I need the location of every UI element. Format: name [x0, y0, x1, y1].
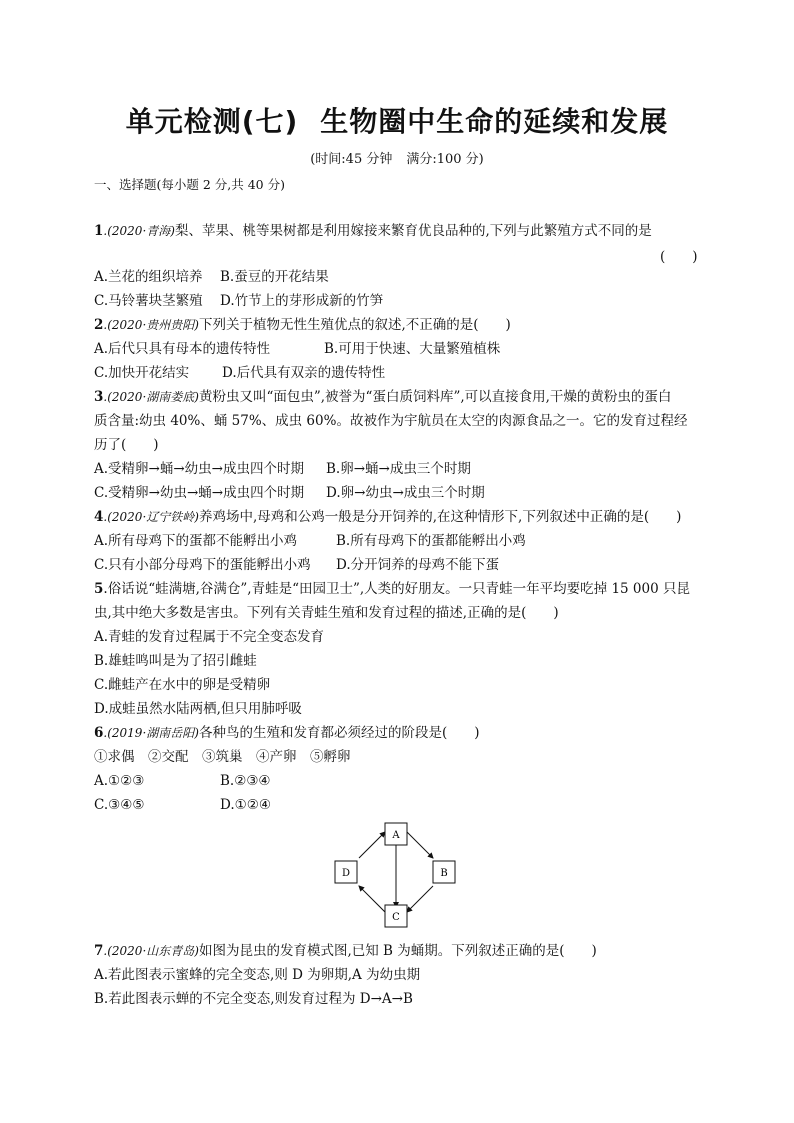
q2-source: .(2020·贵州贵阳) — [103, 318, 199, 332]
q1-number: 1 — [94, 223, 104, 239]
q7-option-b: B.若此图表示蝉的不完全变态,则发育过程为 D→A→B — [94, 991, 413, 1007]
arrow-b-to-c — [407, 886, 433, 912]
stage-c-label: C — [392, 912, 400, 923]
q6-number: 6 — [94, 725, 104, 741]
arrow-c-to-d — [359, 886, 385, 912]
q7-text: 如图为昆虫的发育模式图,已知 B 为蛹期。下列叙述正确的是( ) — [198, 943, 597, 959]
q1-option-b: B.蚕豆的开花结果 — [220, 269, 329, 285]
q1-stem — [94, 222, 652, 240]
q5-option-d: D.成蛙虽然水陆两栖,但只用肺呼吸 — [94, 701, 302, 717]
q4-option-c: C.只有小部分母鸡下的蛋能孵出小鸡 — [94, 557, 311, 573]
q4-text: 养鸡场中,母鸡和公鸡一般是分开饲养的,在这种情形下,下列叙述中正确的是( ) — [198, 509, 682, 525]
q7-option-a: A.若此图表示蜜蜂的完全变态,则 D 为卵期,A 为幼虫期 — [94, 967, 421, 983]
q5-stem-line2: 虫,其中绝大多数是害虫。下列有关青蛙生殖和发育过程的描述,正确的是( ) — [94, 605, 559, 621]
page-subtitle — [0, 148, 794, 167]
q6-text: 各种鸟的生殖和发育都必须经过的阶段是( ) — [198, 725, 480, 741]
q3-option-d: D.卵→幼虫→成虫三个时期 — [326, 485, 485, 501]
q5-stem-line1 — [94, 580, 690, 598]
stage-d-label: D — [341, 868, 351, 879]
q3-stem-line1 — [94, 388, 671, 406]
q2-option-a: A.后代只具有母本的遗传特性 — [94, 341, 271, 357]
q4-option-b: B.所有母鸡下的蛋都能孵出小鸡 — [336, 533, 526, 549]
development-cycle-diagram — [320, 812, 480, 932]
q4-stem — [94, 508, 681, 526]
section-heading: 一、选择题(每小题 2 分,共 40 分) — [94, 177, 285, 192]
q1-source: .(2020·青海) — [103, 224, 175, 238]
q2-number: 2 — [94, 317, 104, 333]
full-score: 满分:100 分) — [406, 152, 484, 167]
q3-option-a: A.受精卵→蛹→幼虫→成虫四个时期 — [94, 461, 304, 477]
q3-option-c: C.受精卵→幼虫→蛹→成虫四个时期 — [94, 485, 305, 501]
q6-items: ①求偶 ②交配 ③筑巢 ④产卵 ⑤孵卵 — [94, 749, 351, 765]
q3-option-b: B.卵→蛹→成虫三个时期 — [326, 461, 471, 477]
q3-stem-line3: 历了( ) — [94, 437, 159, 453]
q7-number: 7 — [94, 943, 104, 959]
q4-option-d: D.分开饲养的母鸡不能下蛋 — [336, 557, 500, 573]
arrow-d-to-a — [359, 832, 385, 858]
q5-option-a: A.青蛙的发育过程属于不完全变态发育 — [94, 629, 325, 645]
page-title — [0, 100, 794, 140]
q2-option-d: D.后代具有双亲的遗传特性 — [222, 365, 386, 381]
stage-a-label: A — [392, 830, 400, 841]
q2-text: 下列关于植物无性生殖优点的叙述,不正确的是( ) — [198, 317, 511, 333]
q6-option-b: B.②③④ — [220, 773, 271, 789]
arrow-a-to-b — [407, 832, 433, 858]
q3-stem-line2: 质含量:幼虫 40%、蛹 57%、成虫 60%。故被作为宇航员在太空的肉源食品之一。它的发育过程经 — [94, 413, 688, 429]
q5-number: 5 — [94, 581, 104, 597]
q6-option-a: A.①②③ — [94, 773, 145, 789]
q1-answer-blank[interactable]: ( ) — [660, 249, 698, 265]
q6-option-c: C.③④⑤ — [94, 797, 145, 813]
q5-option-c: C.雌蛙产在水中的卵是受精卵 — [94, 677, 271, 693]
time-limit: (时间:45 分钟 — [310, 152, 393, 167]
q1-text: 梨、苹果、桃等果树都是利用嫁接来繁育优良品种的,下列与此繁殖方式不同的是 — [174, 223, 652, 239]
q5-text-1: .俗话说“蛙满塘,谷满仓”,青蛙是“田园卫士”,人类的好朋友。一只青蛙一年平均要吃掉 15 000 只昆 — [103, 581, 690, 597]
q1-option-d: D.竹节上的芽形成新的竹笋 — [220, 293, 384, 309]
title-unit: 单元检测(七) — [125, 105, 299, 138]
q4-option-a: A.所有母鸡下的蛋都不能孵出小鸡 — [94, 533, 298, 549]
stage-b-label: B — [440, 868, 448, 879]
q4-source: .(2020·辽宁铁岭) — [103, 510, 199, 524]
q5-option-b: B.雄蛙鸣叫是为了招引雌蛙 — [94, 653, 257, 669]
q1-option-a: A.兰花的组织培养 — [94, 269, 203, 285]
q6-source: .(2019·湖南岳阳) — [103, 726, 199, 740]
q6-option-d: D.①②④ — [220, 797, 271, 813]
q1-option-c: C.马铃薯块茎繁殖 — [94, 293, 203, 309]
q2-option-c: C.加快开花结实 — [94, 365, 190, 381]
q4-number: 4 — [94, 509, 104, 525]
q6-stem — [94, 724, 480, 742]
q2-option-b: B.可用于快速、大量繁殖植株 — [324, 341, 501, 357]
q3-text-1: 黄粉虫又叫“面包虫”,被誉为“蛋白质饲料库”,可以直接食用,干燥的黄粉虫的蛋白 — [198, 389, 672, 405]
q2-stem — [94, 316, 511, 334]
q3-number: 3 — [94, 389, 104, 405]
q7-stem — [94, 942, 597, 960]
title-topic: 生物圈中生命的延续和发展 — [320, 105, 669, 138]
q7-source: .(2020·山东青岛) — [103, 944, 199, 958]
q3-source: .(2020·湖南娄底) — [103, 390, 199, 404]
